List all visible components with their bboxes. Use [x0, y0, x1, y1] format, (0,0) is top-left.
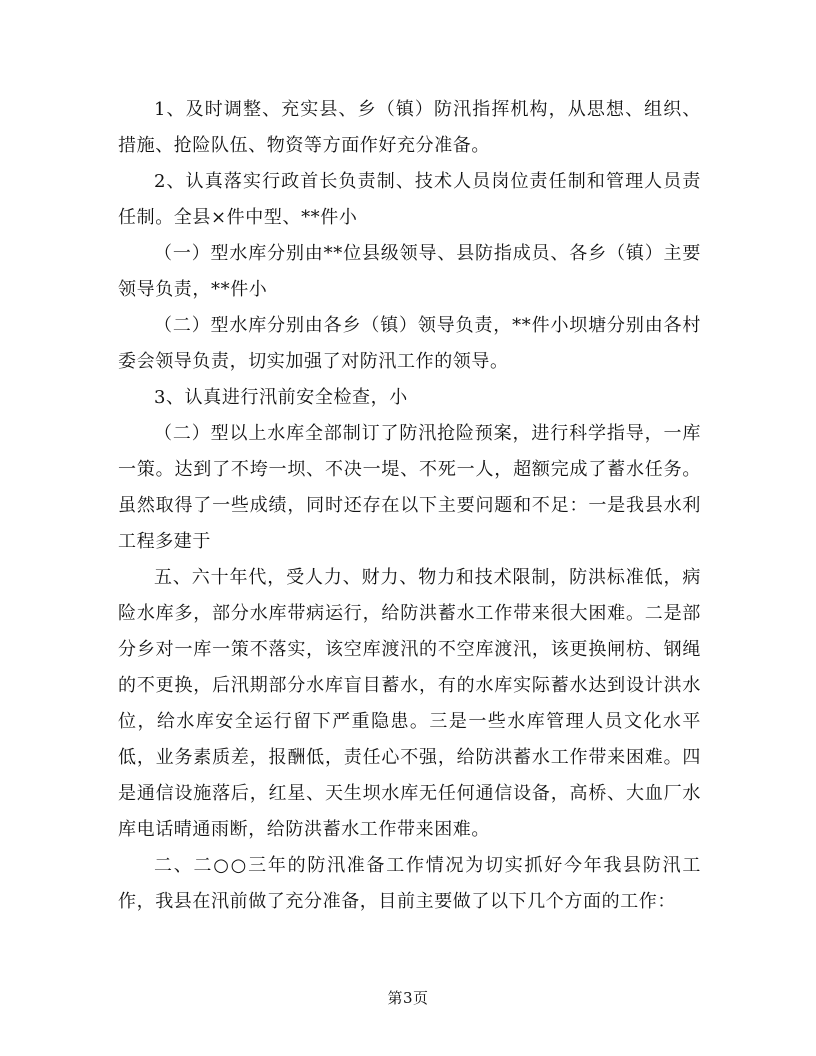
paragraph-8: 二、二○○三年的防汛准备工作情况为切实抓好今年我县防汛工作，我县在汛前做了充分准备，目前主要做了以下几个方面的工作： [118, 855, 701, 912]
document-body [118, 92, 701, 920]
paragraph-4: （二）型水库分别由各乡（镇）领导负责，**件小坝塘分别由各村委会领导负责，切实加强了对防汛工作的领导。 [118, 315, 701, 372]
paragraph-2: 2、认真落实行政首长负责制、技术人员岗位责任制和管理人员责任制。全县×件中型、**件小 [118, 171, 701, 228]
paragraph-6: （二）型以上水库全部制订了防汛抢险预案，进行科学指导，一库一策。达到了不垮一坝、不决一堤、不死一人，超额完成了蓄水任务。虽然取得了一些成绩，同时还存在以下主要问题和不足：一是我县水利工程多建于 [118, 423, 701, 552]
paragraph-5: 3、认真进行汛前安全检查，小 [154, 387, 408, 408]
page-number: 第3页 [387, 989, 429, 1007]
paragraph-1: 1、及时调整、充实县、乡（镇）防汛指挥机构，从思想、组织、措施、抢险队伍、物资等方面作好充分准备。 [118, 99, 701, 156]
paragraph-7: 五、六十年代，受人力、财力、物力和技术限制，防洪标准低，病险水库多，部分水库带病运行，给防洪蓄水工作带来很大困难。二是部分乡对一库一策不落实，该空库渡汛的不空库渡汛，该更换闸枋、钢绳的不更换，后汛期部分水库盲目蓄水，有的水库实际蓄水达到设计洪水位，给水库安全运行留下严重隐患。三是一些水库管理人员文化水平低，业务素质差，报酬低，责任心不强，给防洪蓄水工作带来困难。四是通信设施落后，红星、天生坝水库无任何通信设备，高桥、大血厂水库电话晴通雨断，给防洪蓄水工作带来困难。 [118, 567, 701, 840]
paragraph-3: （一）型水库分别由**位县级领导、县防指成员、各乡（镇）主要领导负责，**件小 [118, 243, 701, 300]
